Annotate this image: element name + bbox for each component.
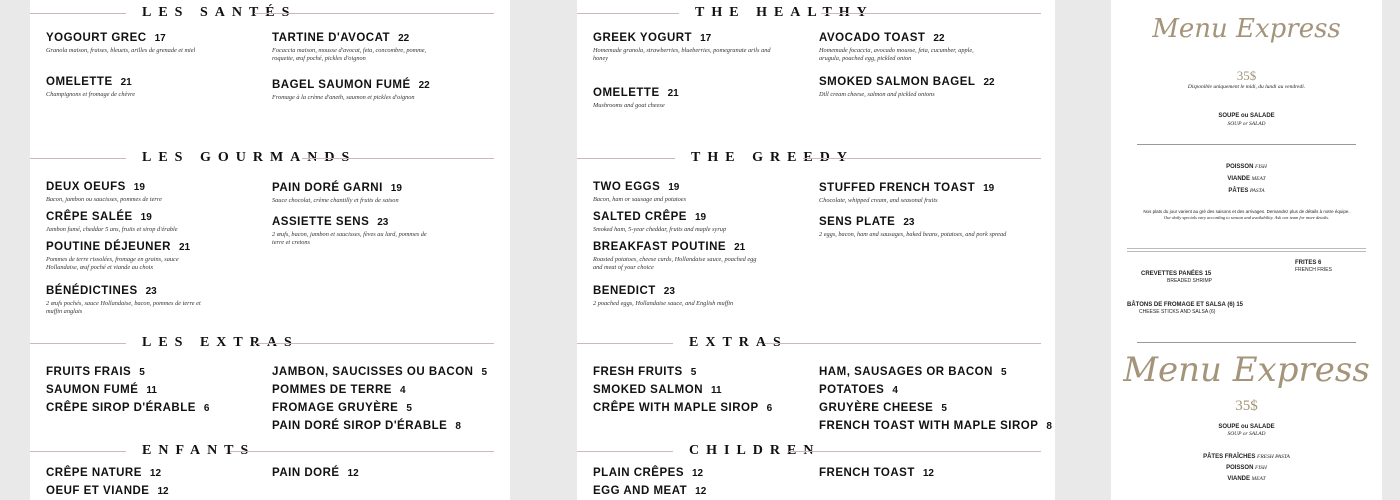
- section-title: LES SANTÉS: [142, 5, 297, 20]
- item-price: 5: [690, 367, 697, 378]
- express-side-batons: [1127, 302, 1243, 308]
- section-header-enfants: [30, 443, 510, 459]
- menu-item: [272, 362, 487, 380]
- express-soupe-en: SOUP or SALAD: [1227, 121, 1266, 127]
- item-name: YOGOURT GREC: [46, 32, 147, 44]
- item-name: BREAKFAST POUTINE: [593, 241, 727, 253]
- menu-item: [272, 398, 412, 416]
- express-viande: [1111, 176, 1382, 182]
- item-name: POMMES DE TERRE: [272, 384, 392, 396]
- section-title: THE HEALTHY: [695, 5, 874, 20]
- item-name: OMELETTE: [593, 87, 660, 99]
- divider: [577, 451, 673, 452]
- menu-item: [819, 28, 989, 63]
- express-note: Disponible uniquement le midi, du lundi au vendredi.: [1187, 84, 1306, 90]
- divider: [302, 158, 494, 159]
- express-title: Menu Express: [1152, 14, 1341, 44]
- item-name: PLAIN CRÊPES: [593, 467, 684, 479]
- menu-item: [46, 463, 161, 481]
- item-name: ASSIETTE SENS: [272, 216, 370, 228]
- item-price: 21: [178, 242, 191, 253]
- express-side-crevettes: [1141, 271, 1211, 277]
- item-name: GRUYÈRE CHEESE: [819, 402, 934, 414]
- menu-item: [46, 28, 256, 55]
- menu-item: [593, 83, 773, 110]
- divider: [765, 343, 1041, 344]
- item-name: SALTED CRÊPE: [593, 211, 687, 223]
- item-name: POTATOES: [819, 384, 885, 396]
- express-pates-fr: PÂTES: [1228, 188, 1249, 194]
- item-price: 19: [133, 182, 145, 193]
- item-price: 23: [663, 286, 675, 297]
- menu-item: [46, 281, 211, 316]
- express-pates-2-fr: PÂTES FRAÎCHES: [1203, 454, 1256, 460]
- item-name: BAGEL SAUMON FUMÉ: [272, 79, 411, 91]
- item-description: Smoked ham, 5-year cheddar, fruits and maple syrup: [593, 226, 727, 233]
- item-name: FRUITS FRAIS: [46, 366, 132, 378]
- item-name: SMOKED SALMON BAGEL: [819, 76, 976, 88]
- menu-item: [272, 463, 359, 481]
- item-name: TARTINE D'AVOCAT: [272, 32, 391, 44]
- menu-item: [593, 281, 793, 308]
- section-title: ENFANTS: [142, 443, 256, 458]
- item-name: PAIN DORÉ GARNI: [272, 182, 383, 194]
- menu-panel-french: [30, 0, 510, 500]
- item-price: 19: [390, 183, 402, 194]
- item-price: 5: [481, 367, 488, 378]
- menu-item: [46, 72, 256, 99]
- side-price: 15: [1236, 302, 1244, 308]
- menu-item: [819, 212, 1019, 239]
- item-description: Chocolate, whipped cream, and seasonal fruits: [819, 197, 938, 204]
- express-fine-print-fr: Nos plats du jour varient au gré des saisons et des arrivages. Demandez plus de détails à notre équipe.: [1143, 209, 1350, 214]
- express-pates-en: PASTA: [1249, 188, 1265, 194]
- menu-item: [593, 463, 703, 481]
- item-name: PAIN DORÉ: [272, 467, 340, 479]
- item-price: 22: [418, 80, 430, 91]
- divider: [821, 13, 1041, 14]
- item-description: Fromage à la crème d'aneth, saumon et pickles d'oignon: [272, 94, 415, 101]
- item-description: Jambon fumé, cheddar 5 ans, fruits et sirop d'érable: [46, 226, 178, 233]
- menu-item: [819, 72, 999, 99]
- item-name: STUFFED FRENCH TOAST: [819, 182, 976, 194]
- item-price: 22: [398, 33, 410, 44]
- divider: [1137, 342, 1356, 343]
- section-header-gourmands: [30, 150, 510, 166]
- divider: [577, 158, 675, 159]
- item-description: Roasted potatoes, cheese curds, Hollandaise sauce, poached egg and meat of your choice: [593, 256, 757, 271]
- item-description: Focaccia maison, mousse d'avocat, feta, concombre, pomme, roquette, œuf poché, pickles d'oignon: [272, 47, 427, 62]
- menu-item: [593, 481, 706, 499]
- item-price: 23: [145, 286, 157, 297]
- menu-item: [819, 416, 1052, 434]
- item-price: 12: [347, 468, 359, 479]
- menu-item: [272, 28, 442, 63]
- item-name: SENS PLATE: [819, 216, 896, 228]
- item-price: 5: [139, 367, 145, 378]
- menu-item: [272, 75, 452, 102]
- section-title: LES GOURMANDS: [142, 150, 357, 165]
- item-price: 19: [694, 212, 707, 223]
- item-price: 23: [903, 217, 915, 228]
- divider: [1127, 248, 1366, 252]
- section-header-santes: [30, 5, 510, 21]
- express-price: 35$: [1236, 68, 1257, 83]
- item-name: CRÊPE WITH MAPLE SIROP: [593, 402, 759, 414]
- menu-item: [272, 416, 461, 434]
- item-name: FRESH FRUITS: [593, 366, 683, 378]
- menu-item: [46, 380, 157, 398]
- item-description: Dill cream cheese, salmon and pickled onions: [819, 91, 935, 98]
- menu-item: [46, 481, 169, 499]
- item-price: 5: [1000, 367, 1007, 378]
- item-price: 4: [399, 385, 406, 396]
- divider: [577, 13, 679, 14]
- menu-item: [593, 362, 696, 380]
- menu-item: [593, 398, 772, 416]
- express-viande-fr: VIANDE: [1227, 176, 1250, 182]
- divider: [30, 13, 126, 14]
- item-description: Homemade focaccia, avocado mousse, feta, cucumber, apple, arugula, poached egg, pickled onion: [819, 47, 974, 62]
- item-name: CRÊPE NATURE: [46, 467, 142, 479]
- express-side-crevettes-en: BREADED SHRIMP: [1167, 278, 1213, 284]
- item-name: EGG AND MEAT: [593, 485, 688, 497]
- express-pates-2-en: FRESH PASTA: [1256, 454, 1290, 460]
- item-name: AVOCADO TOAST: [819, 32, 926, 44]
- item-price: 12: [695, 486, 707, 497]
- express-poisson-en: FISH: [1254, 164, 1267, 170]
- item-price: 19: [668, 182, 680, 193]
- divider: [256, 343, 494, 344]
- item-price: 11: [711, 385, 722, 396]
- item-description: Bacon, jambon ou saucisses, pommes de terre: [46, 196, 162, 203]
- menu-item: [819, 178, 1019, 205]
- express-poisson: [1111, 164, 1382, 170]
- express-viande-2-fr: VIANDE: [1227, 476, 1250, 482]
- item-price: 4: [892, 385, 898, 396]
- section-header-extras: [577, 335, 1055, 351]
- item-description: Sauce chocolat, crème chantilly et fruits de saison: [272, 197, 399, 204]
- menu-item: [46, 398, 209, 416]
- item-price: 12: [922, 468, 934, 479]
- item-price: 12: [692, 468, 704, 479]
- express-title-2: Menu Express: [1123, 350, 1370, 390]
- menu-item: [46, 237, 208, 272]
- side-name: BÂTONS DE FROMAGE ET SALSA (6): [1127, 302, 1235, 308]
- item-name: BÉNÉDICTINES: [46, 285, 138, 297]
- item-price: 12: [149, 468, 162, 479]
- item-name: CRÊPE SIROP D'ÉRABLE: [46, 402, 196, 414]
- menu-express-panel: [1111, 0, 1382, 500]
- item-price: 6: [203, 403, 210, 414]
- section-title: CHILDREN: [689, 443, 821, 458]
- divider: [1137, 144, 1356, 145]
- express-poisson-2: [1111, 465, 1382, 471]
- item-price: 5: [406, 403, 412, 414]
- express-poisson-2-en: FISH: [1254, 465, 1267, 471]
- express-viande-2: [1111, 476, 1382, 482]
- menu-item: [46, 177, 246, 204]
- menu-item: [819, 398, 947, 416]
- side-name: FRITES: [1295, 260, 1317, 266]
- menu-panel-english: [577, 0, 1055, 500]
- item-name: TWO EGGS: [593, 181, 661, 193]
- section-header-extras: [30, 335, 510, 351]
- menu-item: [593, 207, 793, 234]
- item-name: SMOKED SALMON: [593, 384, 703, 396]
- menu-item: [593, 380, 722, 398]
- item-name: CRÊPE SALÉE: [46, 211, 133, 223]
- item-price: 19: [983, 183, 995, 194]
- express-side-frites: [1295, 260, 1321, 266]
- item-name: GREEK YOGURT: [593, 32, 693, 44]
- express-viande-2-en: MEAT: [1251, 476, 1266, 482]
- menu-item: [593, 237, 758, 272]
- item-price: 17: [700, 33, 712, 44]
- divider: [254, 13, 494, 14]
- menu-item: [46, 207, 246, 234]
- menu-item: [46, 362, 145, 380]
- express-side-frites-en: FRENCH FRIES: [1295, 267, 1332, 273]
- section-header-healthy: [577, 5, 1055, 21]
- menu-item: [272, 178, 472, 205]
- item-price: 22: [983, 77, 995, 88]
- express-side-batons-en: CHEESE STICKS AND SALSA (6): [1139, 309, 1216, 315]
- item-description: Homemade granola, strawberries, blueberries, pomegranate arils and honey: [593, 47, 771, 62]
- section-title: THE GREEDY: [691, 150, 854, 165]
- side-name: CREVETTES PANÉES: [1141, 271, 1203, 277]
- item-price: 19: [140, 212, 152, 223]
- item-price: 11: [146, 385, 157, 396]
- item-price: 21: [734, 242, 746, 253]
- item-price: 8: [1046, 421, 1052, 432]
- express-viande-en: MEAT: [1251, 176, 1266, 182]
- express-soupe-2: SOUPE ou SALADE: [1218, 424, 1275, 430]
- item-name: JAMBON, SAUCISSES OU BACON: [272, 366, 474, 378]
- menu-item: [272, 212, 432, 247]
- divider: [30, 158, 126, 159]
- section-header-greedy: [577, 150, 1055, 166]
- express-soupe-2-en: SOUP or SALAD: [1227, 431, 1266, 437]
- express-soupe: SOUPE ou SALADE: [1218, 113, 1275, 119]
- menu-item: [272, 380, 406, 398]
- menu-item: [819, 380, 898, 398]
- express-poisson-2-fr: POISSON: [1226, 465, 1254, 471]
- item-description: Mushrooms and goat cheese: [593, 102, 665, 109]
- item-description: 2 poached eggs, Hollandaise sauce, and English muffin: [593, 300, 734, 307]
- express-pates-2: [1111, 454, 1382, 460]
- express-poisson-fr: POISSON: [1226, 164, 1254, 170]
- menu-item: [819, 362, 1007, 380]
- item-name: PAIN DORÉ SIROP D'ÉRABLE: [272, 420, 448, 432]
- item-price: 23: [377, 217, 389, 228]
- item-name: FRENCH TOAST WITH MAPLE SIROP: [819, 420, 1039, 432]
- side-price: 6: [1318, 260, 1322, 266]
- menu-item: [593, 28, 773, 63]
- item-name: DEUX OEUFS: [46, 181, 126, 193]
- item-price: 6: [766, 403, 773, 414]
- item-name: FRENCH TOAST: [819, 467, 915, 479]
- item-description: 2 œufs, bacon, jambon et saucisses, fèves au lard, pommes de terre et cretons: [272, 231, 427, 246]
- express-fine-print-en: Our daily specials vary according to season and availability. Ask our team for more details.: [1163, 215, 1330, 220]
- item-name: BENEDICT: [593, 285, 656, 297]
- item-price: 12: [157, 486, 169, 497]
- menu-item: [819, 463, 934, 481]
- item-description: Bacon, ham or sausage and potatoes: [593, 196, 687, 203]
- item-description: 2 œufs pochés, sauce Hollandaise, bacon, pommes de terre et muffin anglais: [46, 300, 201, 315]
- item-name: SAUMON FUMÉ: [46, 384, 139, 396]
- item-description: Champignons et fromage de chèvre: [46, 91, 136, 98]
- menu-item: [593, 177, 773, 204]
- express-pates: [1111, 188, 1382, 194]
- divider: [789, 451, 1041, 452]
- section-header-children: [577, 443, 1055, 459]
- divider: [577, 343, 673, 344]
- item-price: 21: [120, 77, 132, 88]
- divider: [30, 343, 126, 344]
- item-description: Granola maison, fraises, bleuets, arilles de grenade et miel: [46, 47, 196, 54]
- item-name: HAM, SAUSAGES OR BACON: [819, 366, 993, 378]
- item-description: 2 eggs, bacon, ham and sausages, baked beans, potatoes, and pork spread: [819, 231, 1007, 238]
- item-name: FROMAGE GRUYÈRE: [272, 402, 399, 414]
- item-price: 8: [455, 421, 461, 432]
- side-price: 15: [1204, 271, 1212, 277]
- section-title: EXTRAS: [689, 335, 788, 350]
- section-title: LES EXTRAS: [142, 335, 299, 350]
- divider: [803, 158, 1041, 159]
- item-name: OEUF ET VIANDE: [46, 485, 150, 497]
- item-price: 5: [941, 403, 947, 414]
- divider: [30, 451, 126, 452]
- item-description: Pommes de terre rissolées, fromage en grains, sauce Hollandaise, œuf poché et viande au choix: [46, 256, 179, 271]
- item-price: 21: [667, 88, 679, 99]
- express-price-2: 35$: [1235, 398, 1258, 414]
- item-name: OMELETTE: [46, 76, 113, 88]
- item-name: POUTINE DÉJEUNER: [46, 241, 171, 253]
- divider: [230, 451, 494, 452]
- item-price: 17: [154, 33, 166, 44]
- item-price: 22: [933, 33, 945, 44]
